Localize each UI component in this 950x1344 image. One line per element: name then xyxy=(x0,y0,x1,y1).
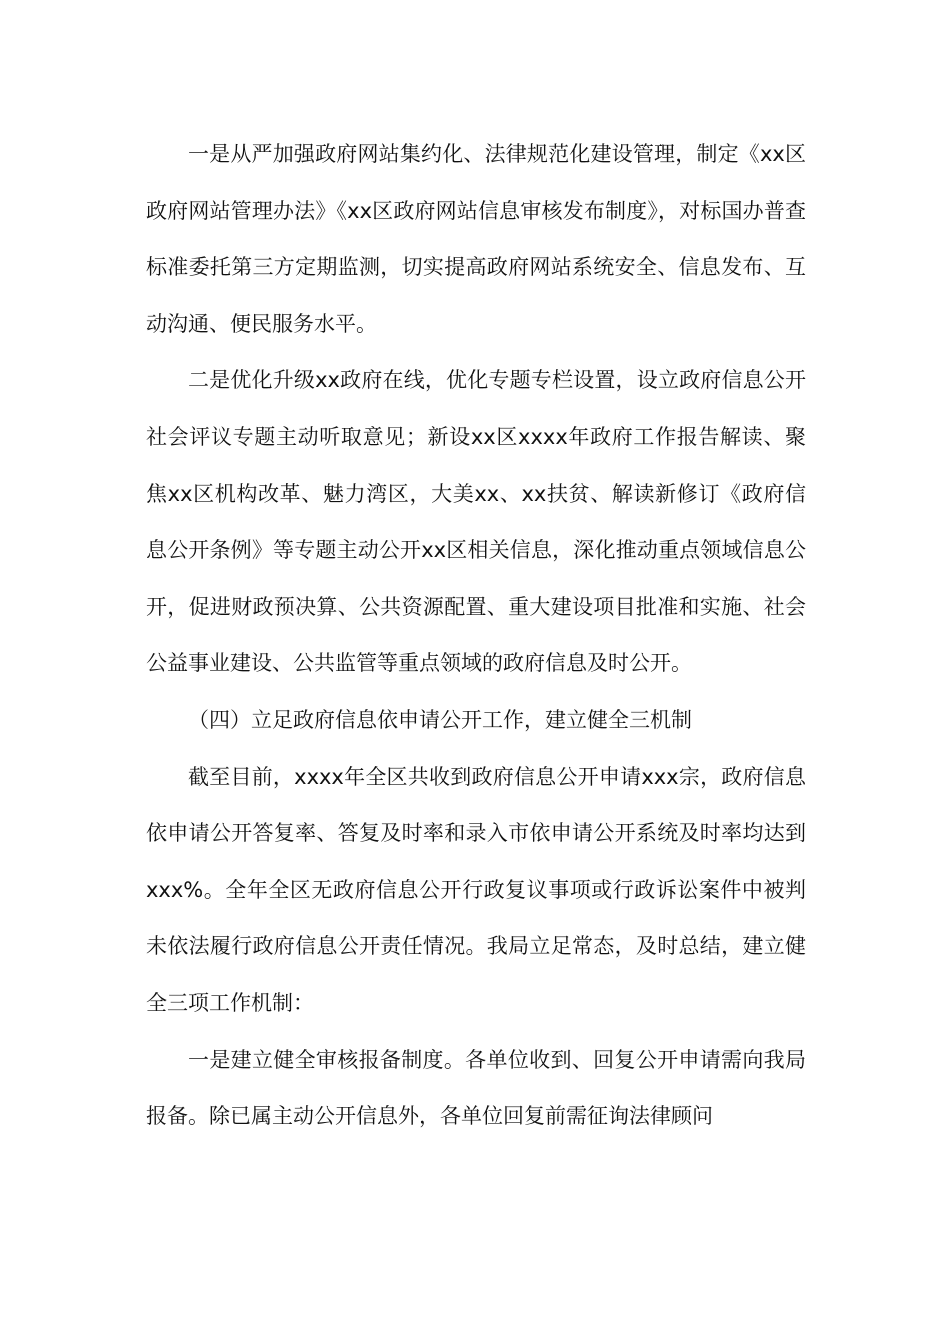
paragraph-review-filing: 一是建立健全审核报备制度。各单位收到、回复公开申请需向我局报备。除已属主动公开信息外，各单位回复前需征询法律顾问 xyxy=(146,1047,806,1129)
section-heading-four: （四）立足政府信息依申请公开工作，建立健全三机制 xyxy=(188,707,692,732)
document-body xyxy=(146,126,806,1145)
paragraph-website-management: 一是从严加强政府网站集约化、法律规范化建设管理，制定《xx区政府网站管理办法》《xx区政府网站信息审核发布制度》，对标国办普查标准委托第三方定期监测，切实提高政府网站系统安全、信息发布、互动沟通、便民服务水平。 xyxy=(146,142,806,336)
paragraph-application-statistics: 截至目前，xxxx年全区共收到政府信息公开申请xxx宗，政府信息依申请公开答复率、答复及时率和录入市依申请公开系统及时率均达到xxx%。全年全区无政府信息公开行政复议事项或行政诉讼案件中被判未依法履行政府信息公开责任情况。我局立足常态，及时总结，建立健全三项工作机制： xyxy=(146,764,806,1015)
paragraph-government-online: 二是优化升级xx政府在线，优化专题专栏设置，设立政府信息公开社会评议专题主动听取意见；新设xx区xxxx年政府工作报告解读、聚焦xx区机构改革、魅力湾区，大美xx、xx扶贫、解读新修订《政府信息公开条例》等专题主动公开xx区相关信息，深化推动重点领域信息公开，促进财政预决算、公共资源配置、重大建设项目批准和实施、社会公益事业建设、公共监管等重点领域的政府信息及时公开。 xyxy=(146,368,806,676)
